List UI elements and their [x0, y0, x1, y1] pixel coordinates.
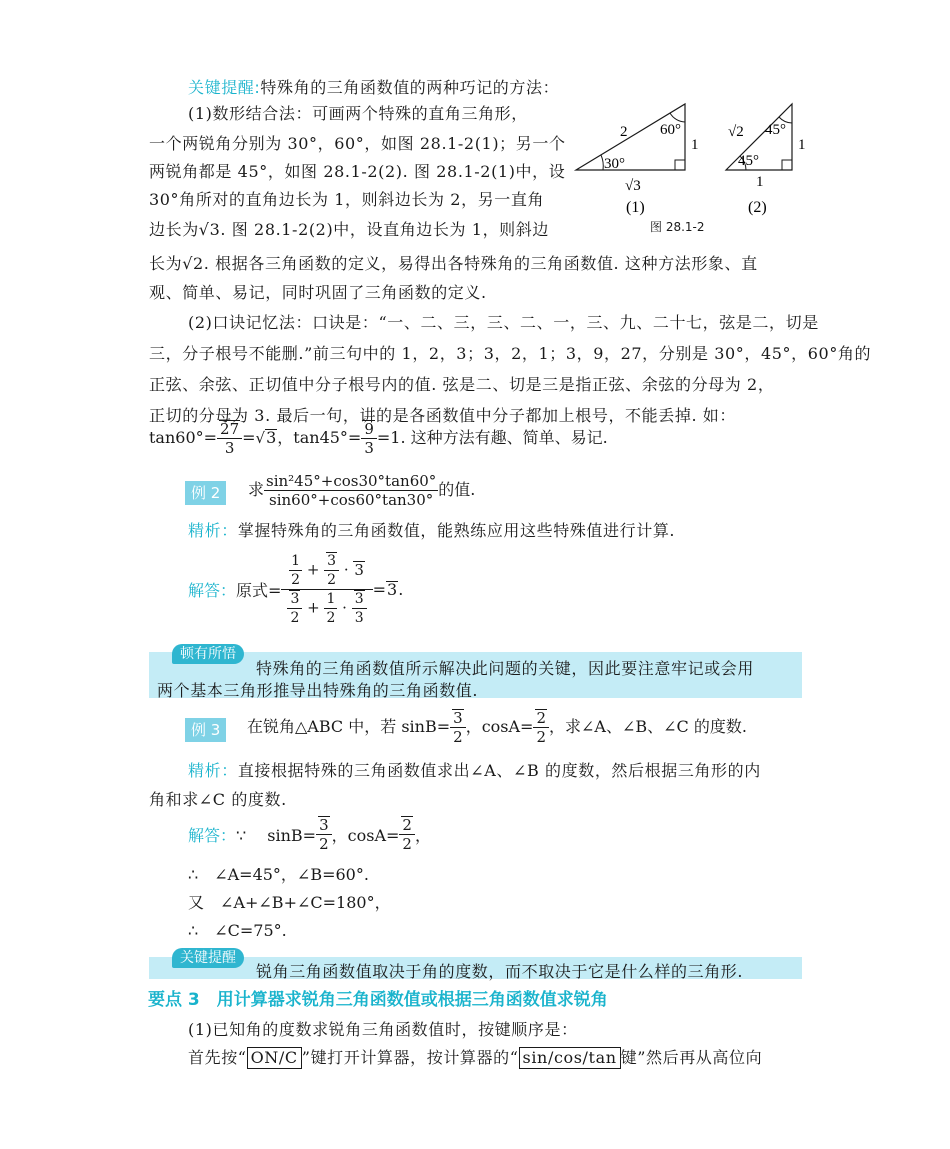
tip2-text: 锐角三角函数值取决于角的度数，而不取决于它是什么样的三角形. [256, 962, 744, 981]
insight-line-2: 两个基本三角形推导出特殊角的三角函数值. [157, 681, 479, 700]
method1-line-4: 30°角所对的直角边长为 1，则斜边长为 2，另一直角 [149, 190, 545, 209]
example3-answer: 解答：∵ sinB= $\frac{3}{2}$ ，cosA= $\frac{2}{2}$ ， [188, 816, 431, 853]
method1-line-5: 边长为√3. 图 28.1-2(2)中，设直角边长为 1，则斜边 [149, 220, 549, 239]
section-heading: 要点 3 用计算器求锐角三角函数值或根据三角函数值求锐角 [148, 990, 608, 1010]
example3-tag: 例 3 [185, 718, 226, 742]
example2-analysis-text: 掌握特殊角的三角函数值，能熟练应用这些特殊值进行计算. [237, 521, 676, 540]
tri2-angle-bottom: 45° [738, 153, 759, 169]
triangle-45-45-90 [726, 104, 806, 216]
method1-line-3: 两锐角都是 45°，如图 28.1-2(2). 图 28.1-2(1)中，设 [149, 162, 566, 181]
example3-step-3: ∴ ∠C=75°. [188, 921, 287, 940]
key-sin-cos-tan: sin/cos/tan [519, 1047, 621, 1069]
example2-analysis-label: 精析： [188, 521, 238, 540]
method2-line-4: 正切的分母为 3. 最后一句，讲的是各函数值中分子都加上根号，不能丢掉. 如： [149, 406, 737, 425]
method1-line-1: (1)数形结合法：可画两个特殊的直角三角形， [188, 104, 528, 123]
section-line-2: 首先按“ ON/C ”键打开计算器，按计算器的“ sin/cos/tan 键”然后再从高位向 [188, 1048, 763, 1067]
method2-line-3: 正弦、余弦、正切值中分子根号内的值. 弦是二、切是三是指正弦、余弦的分母为 2， [149, 375, 775, 394]
example2-question [248, 472, 475, 509]
example2-answer: 解答：原式= $\frac{1}{2}$ + $\frac{3}{2}$ · 3 $\frac{3}{2}$ + $\frac{1}{2}$ · $\frac{3}{3}$ =3. [188, 553, 404, 626]
example3-step-1: ∴ ∠A=45°，∠B=60°. [188, 865, 369, 884]
tri1-hyp: 2 [620, 124, 628, 140]
example2-suffix: 的值. [438, 480, 476, 499]
example3-question: 在锐角△ABC 中，若 sinB= $\frac{3}{2}$ ，cosA= $\frac{2}{2}$ ，求∠A、∠B、∠C 的度数. [247, 709, 747, 746]
triangle-30-60-90 [576, 104, 699, 216]
tri2-label: (2) [748, 199, 767, 216]
tri1-angle-bottom: 30° [604, 156, 625, 172]
tip-header: 关键提醒:特殊角的三角函数值的两种巧记的方法： [188, 78, 560, 97]
section-line-1: (1)已知角的度数求锐角三角函数值时，按键顺序是： [188, 1020, 578, 1039]
example3-analysis-1: 精析：直接根据特殊的三角函数值求出∠A、∠B 的度数，然后根据三角形的内 [188, 761, 761, 780]
tip2-label: 关键提醒 [172, 948, 244, 968]
example2-denominator: sin60°+cos60°tan30° [269, 491, 434, 509]
example2-tag: 例 2 [185, 481, 226, 505]
tri1-side-bottom: √3 [625, 178, 641, 194]
tri2-side-right: 1 [798, 137, 806, 153]
method2-line-2: 三，分子根号不能删.”前三句中的 1，2，3；3，2，1；3，9，27，分别是 30°，45°，60°角的 [149, 344, 872, 363]
tri2-side-bottom: 1 [756, 174, 764, 190]
example2-answer-prefix: 原式= [236, 581, 282, 600]
tri1-side-right: 1 [691, 137, 699, 153]
example2-numerator: sin²45°+cos30°tan60° [266, 472, 437, 490]
method1-line-2: 一个两锐角分别为 30°，60°，如图 28.1-2(1)；另一个 [149, 134, 566, 153]
example2-answer-label: 解答： [188, 581, 237, 600]
example2-prefix: 求 [248, 480, 265, 499]
example3-step-2: 又 ∠A+∠B+∠C=180°， [188, 893, 391, 912]
tri1-label: (1) [626, 199, 645, 216]
method2-formula-tail: 这种方法有趣、简单、易记. [410, 428, 608, 447]
figure-triangles [570, 98, 810, 238]
tri2-angle-top: 45° [765, 122, 786, 138]
example3-analysis-2: 角和求∠C 的度数. [149, 790, 287, 809]
tan-formula: tan60°= $\frac{27}{3}$ =√3，tan45°= $\frac{9}{3}$ =1. 这种方法有趣、简单、易记. [149, 420, 608, 457]
method2-line-1: (2)口诀记忆法：口诀是：“一、二、三，三、二、一，三、九、二十七，弦是二，切是 [188, 313, 819, 332]
tip-label: 关键提醒 [188, 78, 255, 97]
method1-line-7: 观、简单、易记，同时巩固了三角函数的定义. [149, 283, 487, 302]
method1-line-6: 长为√2. 根据各三角函数的定义，易得出各特殊角的三角函数值. 这种方法形象、直 [149, 254, 758, 273]
insight-label: 顿有所悟 [172, 644, 244, 664]
insight-line-1: 特殊角的三角函数值所示解决此问题的关键，因此要注意牢记或会用 [256, 659, 755, 678]
example2-analysis [188, 518, 675, 541]
tri2-hyp: √2 [728, 124, 744, 140]
key-on-c: ON/C [247, 1047, 302, 1069]
tip-text: 特殊角的三角函数值的两种巧记的方法： [260, 78, 560, 97]
figure-caption: 图 28.1-2 [650, 220, 705, 234]
tri1-angle-top: 60° [660, 122, 681, 138]
